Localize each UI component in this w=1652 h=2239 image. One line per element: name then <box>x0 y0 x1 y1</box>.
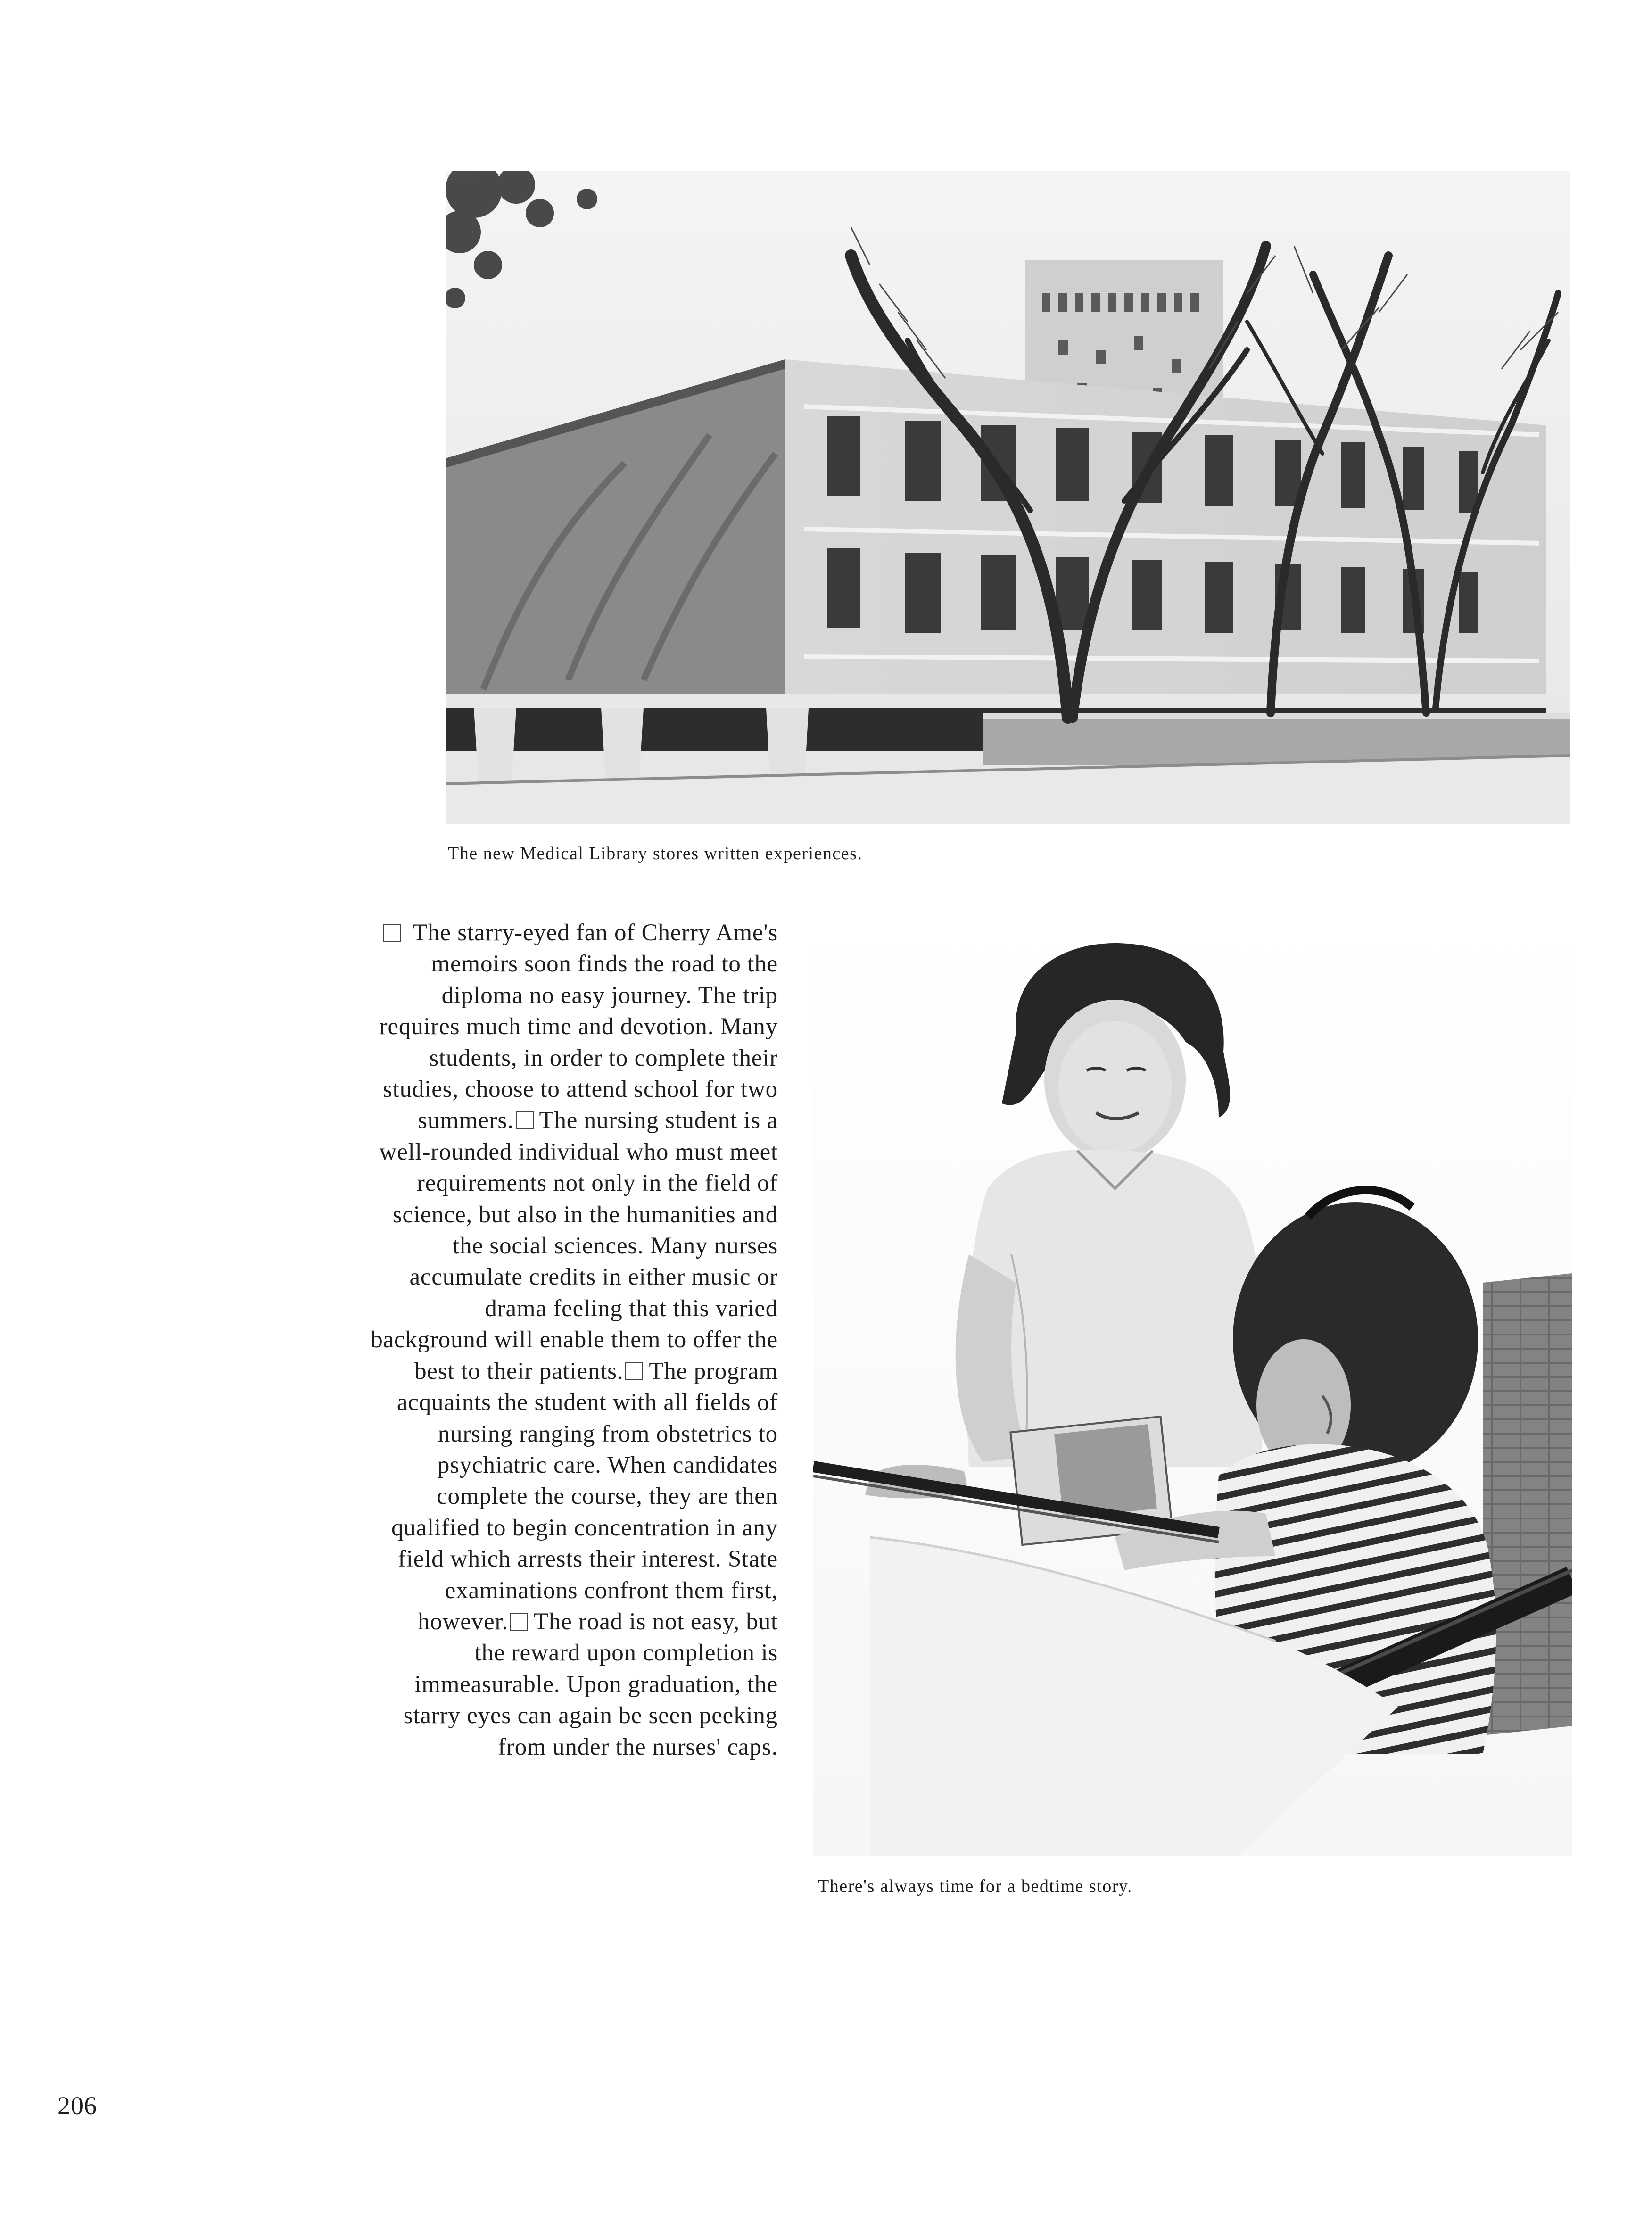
body-line: accumulate credits in either music or <box>409 1264 778 1291</box>
body-line: best to their patients. The program <box>414 1358 778 1385</box>
paragraph-box-icon <box>516 1111 534 1129</box>
body-line: The starry-eyed fan of Cherry Ame's <box>302 917 778 948</box>
bedtime-photo-caption: There's always time for a bedtime story. <box>818 1876 1132 1896</box>
body-line: studies, choose to attend school for two <box>383 1076 778 1103</box>
body-line: requires much time and devotion. Many <box>379 1013 778 1040</box>
paragraph-box-icon <box>625 1362 643 1380</box>
body-line: well-rounded individual who must meet <box>379 1138 778 1165</box>
paragraph-box-icon <box>510 1613 528 1631</box>
body-line: drama feeling that this varied <box>485 1295 778 1322</box>
paragraph-box-icon <box>383 924 401 942</box>
body-line: science, but also in the humanities and <box>392 1201 778 1228</box>
article-body <box>302 917 778 1763</box>
body-line: students, in order to complete their <box>429 1045 778 1071</box>
nurse-bedtime-story-photo <box>813 924 1572 1856</box>
body-line: field which arrests their interest. State <box>397 1546 778 1573</box>
medical-library-photo <box>446 171 1570 824</box>
body-line: psychiatric care. When candidates <box>437 1451 778 1478</box>
body-line: immeasurable. Upon graduation, the <box>414 1671 778 1698</box>
body-line: examinations confront them first, <box>445 1577 778 1604</box>
body-line: the social sciences. Many nurses <box>453 1233 778 1260</box>
body-line: background will enable them to offer the <box>371 1327 778 1353</box>
body-line: summers. The nursing student is a <box>418 1107 778 1134</box>
body-line: from under the nurses' caps. <box>498 1733 778 1760</box>
body-line: complete the course, they are then <box>437 1483 778 1510</box>
body-line: diploma no easy journey. The trip <box>441 982 778 1009</box>
page-number: 206 <box>58 2091 97 2120</box>
body-line: memoirs soon finds the road to the <box>431 951 778 978</box>
body-line: the reward upon completion is <box>474 1640 778 1667</box>
body-line: qualified to begin concentration in any <box>391 1514 778 1541</box>
library-photo-caption: The new Medical Library stores written experiences. <box>448 844 863 863</box>
body-line: requirements not only in the field of <box>416 1170 778 1197</box>
body-line: nursing ranging from obstetrics to <box>438 1420 778 1447</box>
body-line: acquaints the student with all fields of <box>396 1389 778 1416</box>
body-line: starry eyes can again be seen peeking <box>403 1702 778 1729</box>
body-line: however. The road is not easy, but <box>417 1608 778 1635</box>
